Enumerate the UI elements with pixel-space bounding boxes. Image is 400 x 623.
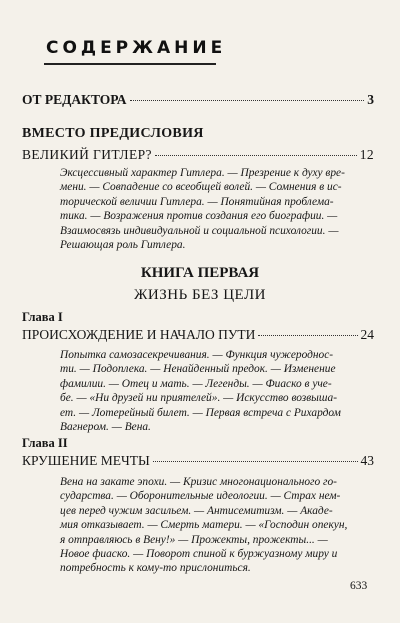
desc-line: я отправляюсь в Вену!» — Прожекты, прожекты... — bbox=[60, 533, 328, 546]
leader-dots bbox=[130, 100, 365, 101]
preface-description bbox=[60, 166, 374, 252]
section-heading-preface: ВМЕСТО ПРЕДИСЛОВИЯ bbox=[22, 126, 204, 141]
desc-line: ет. — Лотерейный билет. — Первая встреча с Рихардом bbox=[60, 406, 341, 419]
desc-line: Эксцессивный характер Гитлера. — Презрение к духу вре- bbox=[60, 167, 345, 179]
toc-entry-page: 24 bbox=[360, 327, 374, 342]
chapter-1-description bbox=[60, 348, 374, 434]
toc-entry-title: ВЕЛИКИЙ ГИТЛЕР? bbox=[22, 147, 152, 162]
toc-entry-page: 3 bbox=[367, 92, 374, 107]
page-title: СОДЕРЖАНИЕ bbox=[46, 38, 227, 58]
toc-entry-editor[interactable] bbox=[22, 92, 374, 108]
leader-dots bbox=[258, 335, 357, 336]
desc-line: мия отказывает. — Смерть матери. — «Господин опекун, bbox=[60, 519, 348, 532]
desc-line: торической величии Гитлера. — Понятийная проблема- bbox=[60, 195, 334, 208]
desc-line: ти. — Подоплека. — Ненайденный предок. — Изменение bbox=[60, 363, 336, 376]
desc-line: Попытка самозасекречивания. — Функция чужероднос- bbox=[60, 349, 334, 361]
book-title: КНИГА ПЕРВАЯ bbox=[140, 265, 260, 281]
desc-line: тика. — Возражения против создания его биографии. — bbox=[60, 210, 338, 223]
desc-line: потребность к кому-то прислониться. bbox=[60, 562, 251, 575]
page-number: 633 bbox=[350, 580, 368, 592]
leader-dots bbox=[155, 155, 357, 156]
toc-entry-chapter-1[interactable] bbox=[22, 327, 374, 343]
desc-line: бе. — «Ни друзей ни приятелей». — Искусство возвыша- bbox=[60, 392, 337, 405]
chapter-label-1: Глава I bbox=[22, 310, 63, 324]
toc-entry-title: ОТ РЕДАКТОРА bbox=[22, 92, 127, 107]
desc-line: Решающая роль Гитлера. bbox=[60, 239, 186, 252]
desc-line: Взаимосвязь индивидуальной и социальной психологии. — bbox=[60, 224, 339, 237]
book-subtitle: ЖИЗНЬ БЕЗ ЦЕЛИ bbox=[133, 287, 266, 303]
desc-line: цев перед чужим засильем. — Антисемитизм. — Акаде- bbox=[60, 504, 333, 517]
chapter-label-2: Глава II bbox=[22, 436, 68, 450]
toc-entry-chapter-2[interactable] bbox=[22, 453, 374, 469]
desc-line: сударства. — Оборонительные идеологии. — Страх нем- bbox=[60, 490, 341, 503]
chapter-2-description bbox=[60, 475, 374, 576]
title-underline bbox=[44, 63, 216, 65]
toc-entry-page: 43 bbox=[360, 453, 374, 468]
desc-line: Вена на закате эпохи. — Кризис многонационального го- bbox=[60, 476, 337, 488]
toc-entry-title: КРУШЕНИЕ МЕЧТЫ bbox=[22, 453, 150, 468]
desc-line: Вагнером. — Вена. bbox=[60, 421, 151, 434]
desc-line: фамилии. — Отец и мать. — Легенды. — Фиаско в уче- bbox=[60, 377, 332, 390]
toc-entry-preface[interactable] bbox=[22, 147, 374, 163]
desc-line: мени. — Совпадение со всеобщей волей. — Сомнения в ис- bbox=[60, 181, 342, 194]
desc-line: Новое фиаско. — Поворот спиной к буржуазному миру и bbox=[60, 548, 338, 561]
leader-dots bbox=[153, 461, 358, 462]
toc-entry-page: 12 bbox=[359, 147, 374, 162]
toc-entry-title: ПРОИСХОЖДЕНИЕ И НАЧАЛО ПУТИ bbox=[22, 327, 256, 342]
